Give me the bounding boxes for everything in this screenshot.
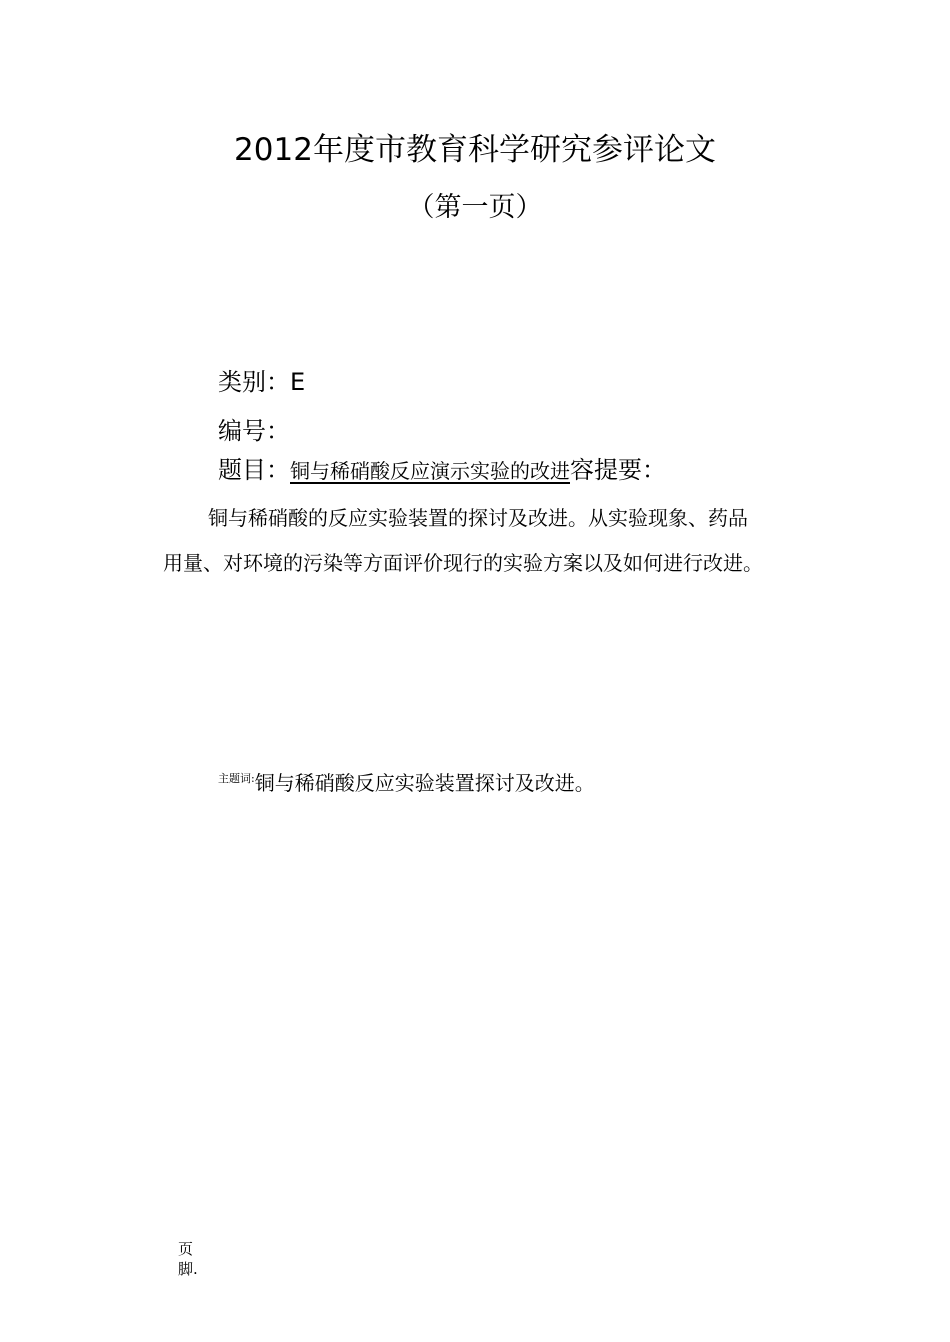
abstract-line-2: 用量、对环境的污染等方面评价现行的实验方案以及如何进行改进。 [163, 551, 763, 575]
abstract-line-1: 铜与稀硝酸的反应实验装置的探讨及改进。从实验现象、药品 [208, 506, 748, 530]
category-label: 类别： [218, 368, 290, 396]
page-footer [178, 1239, 218, 1279]
keywords [218, 768, 595, 798]
keywords-value: 铜与稀硝酸反应实验装置探讨及改进。 [254, 771, 595, 795]
category-value: E [290, 368, 306, 396]
page-title: 2012年度市教育科学研究参评论文 [234, 132, 716, 168]
topic-label: 题目： [218, 456, 290, 484]
abstract-label: 容提要： [570, 456, 666, 484]
topic-value: 铜与稀硝酸反应演示实验的改进 [290, 459, 570, 483]
number-label: 编号： [218, 417, 290, 445]
footer-line-1: 页 [178, 1240, 194, 1258]
topic-field [218, 453, 666, 488]
footer-line-2: 脚. [178, 1260, 198, 1278]
keywords-label: 主题词: [218, 772, 255, 785]
category-field [218, 365, 305, 399]
page-subtitle: （第一页） [407, 192, 543, 223]
number-field [218, 414, 290, 448]
